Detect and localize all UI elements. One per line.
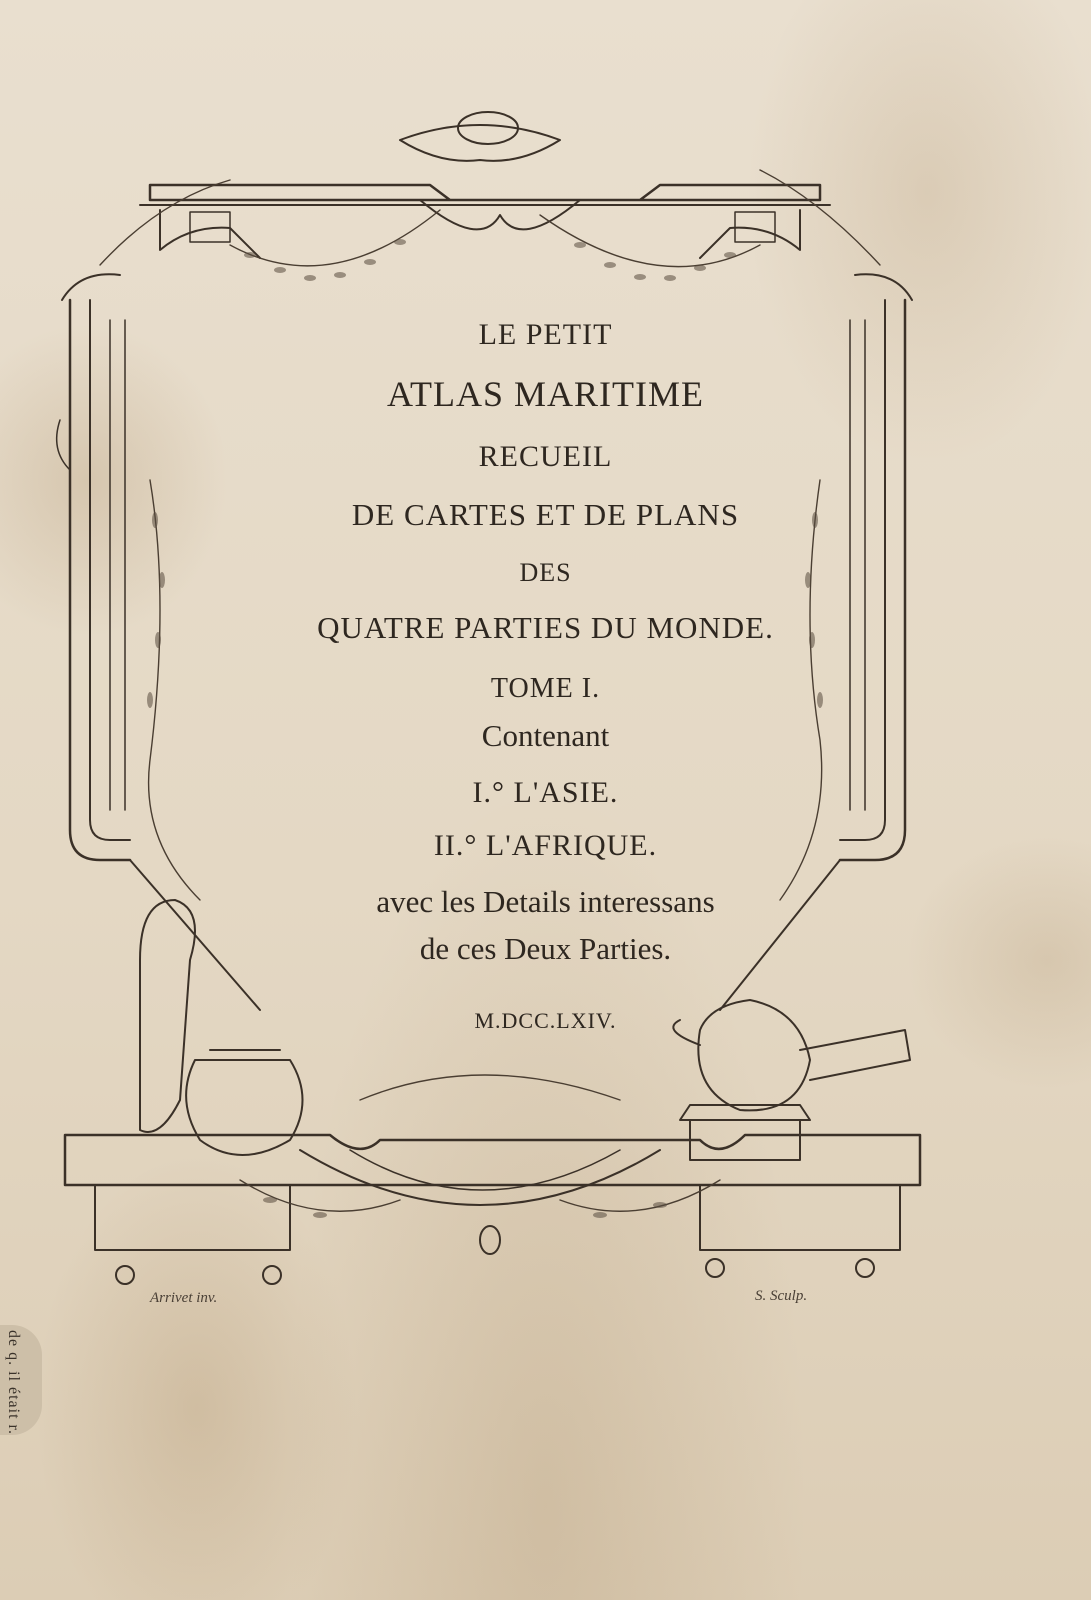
- tome-label: TOME I.: [490, 673, 601, 704]
- signature-left: Arrivet inv.: [150, 1290, 218, 1306]
- title-line-le-petit: LE PETIT: [478, 318, 613, 351]
- title-line-cartes-plans: DE CARTES ET DE PLANS: [351, 497, 740, 532]
- library-stamp-text: de q. il était r.: [5, 1330, 22, 1435]
- title-line-quatre-parties: QUATRE PARTIES DU MONDE.: [317, 610, 774, 645]
- part-afrique: II.° L'AFRIQUE.: [433, 829, 658, 862]
- publication-date: M.DCC.LXIV.: [474, 1008, 617, 1033]
- details-line-2: de ces Deux Parties.: [419, 931, 672, 966]
- details-line-1: avec les Details interessans: [376, 884, 715, 919]
- signature-right: S. Sculp.: [755, 1288, 808, 1304]
- title-line-des: DES: [519, 558, 572, 587]
- title-line-recueil: RECUEIL: [478, 440, 613, 473]
- contenant-label: Contenant: [481, 718, 610, 753]
- part-asie: I.° L'ASIE.: [472, 776, 619, 809]
- title-line-atlas-maritime: ATLAS MARITIME: [387, 374, 704, 414]
